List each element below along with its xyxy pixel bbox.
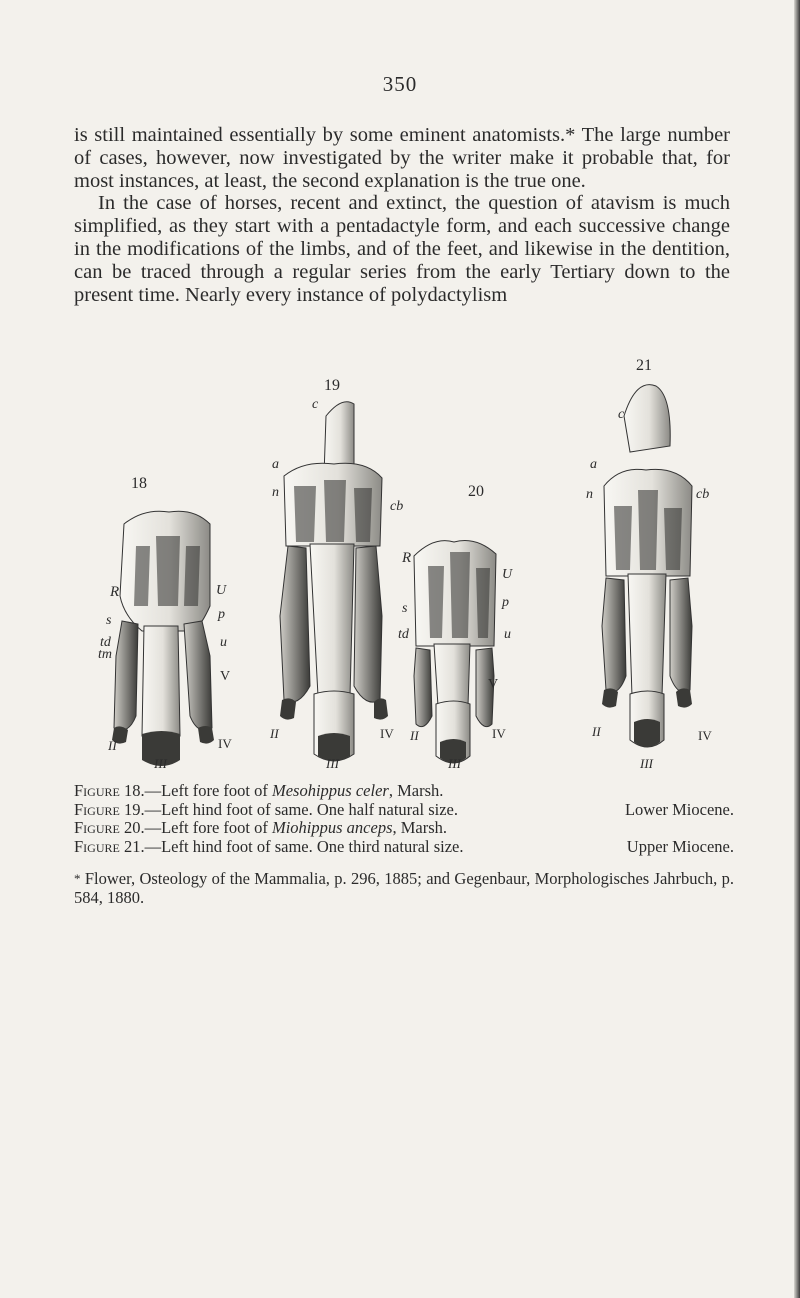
fig20-label-r: R bbox=[402, 550, 412, 566]
fig19-number: 19 bbox=[324, 377, 340, 394]
figure-illustration bbox=[84, 356, 744, 774]
fig20-label-v: V bbox=[488, 677, 499, 692]
fig20-digit-iii: III bbox=[448, 756, 461, 771]
body-text bbox=[74, 124, 730, 306]
fig21-label-a: a bbox=[590, 457, 597, 472]
caption-note: Lower Miocene. bbox=[624, 799, 734, 819]
caption-note: Upper Miocene. bbox=[626, 836, 734, 856]
caption-species: Mesohippus celer bbox=[271, 781, 389, 800]
fig20-label-td: td bbox=[398, 627, 409, 642]
caption-number: 21. bbox=[123, 836, 145, 856]
caption-authority: , Marsh. bbox=[392, 818, 448, 837]
fig20-digit-ii: II bbox=[410, 728, 419, 743]
fig21-number: 21 bbox=[636, 357, 652, 374]
fig19-label-n: n bbox=[272, 485, 279, 500]
fig18-label-tm: tm bbox=[98, 647, 112, 662]
figure-captions bbox=[74, 782, 734, 856]
fig18-number: 18 bbox=[131, 475, 147, 492]
fig20-label-u-cap: U bbox=[502, 567, 513, 582]
page-edge bbox=[794, 0, 800, 1298]
fig18-label-v: V bbox=[220, 669, 231, 684]
footnote bbox=[74, 869, 734, 907]
caption-text: —Left fore foot of bbox=[144, 818, 272, 837]
fig20-label-u: u bbox=[504, 627, 511, 642]
fig19-label-a: a bbox=[272, 457, 279, 472]
fig19-digit-iv: IV bbox=[380, 726, 394, 741]
fig20-label-p: p bbox=[502, 595, 509, 610]
fig19-digit-ii: II bbox=[270, 726, 279, 741]
caption-fig21 bbox=[74, 838, 734, 857]
caption-text: —Left fore foot of bbox=[144, 781, 272, 800]
fig20-drawing bbox=[398, 483, 513, 771]
caption-text: —Left hind foot of same. One third natural size. bbox=[144, 836, 464, 856]
fig21-digit-iv: IV bbox=[698, 728, 712, 743]
fig19-drawing bbox=[269, 377, 403, 771]
fig21-drawing bbox=[586, 357, 712, 771]
caption-label: Figure bbox=[74, 799, 120, 819]
caption-fig19 bbox=[74, 801, 734, 820]
paragraph-1: is still maintained essentially by some eminent anatomists.* The large number of cases, however, now investigated by the writer make it probable that, for most instances, at least, the second explanation is the true one. bbox=[74, 124, 730, 192]
page-number: 350 bbox=[382, 72, 418, 96]
caption-label: Figure bbox=[74, 836, 120, 856]
footnote-marker: * bbox=[74, 871, 81, 886]
fig19-label-c: c bbox=[312, 397, 319, 412]
fig18-label-u-cap: U bbox=[216, 583, 227, 598]
caption-fig18 bbox=[74, 782, 734, 801]
footnote-text: Flower, Osteology of the Mammalia, p. 296, 1885; and Gegenbaur, Morphologisches Jahrbuch, p. 584, 1880. bbox=[74, 869, 735, 907]
paragraph-2: In the case of horses, recent and extinct, the question of atavism is much simplified, as they start with a pentadactyle form, and each successive change in the modifications of the limbs, and of the feet, and likewise in the dentition, can be traced through a regular series from the early Tertiary down to the present time. Nearly every instance of polydactylism bbox=[74, 192, 730, 306]
fig18-digit-ii: II bbox=[108, 738, 117, 753]
fig19-digit-iii: III bbox=[326, 756, 339, 771]
fig19-label-cb: cb bbox=[390, 499, 404, 514]
caption-number: 19. bbox=[123, 799, 145, 819]
fig21-digit-iii: III bbox=[640, 756, 653, 771]
fig18-label-p: p bbox=[218, 607, 225, 622]
caption-fig20 bbox=[74, 819, 734, 838]
caption-number: 20. bbox=[123, 818, 145, 837]
fig18-drawing bbox=[98, 475, 232, 771]
fig21-label-n: n bbox=[586, 487, 593, 502]
fig18-label-td: td bbox=[100, 635, 111, 650]
caption-label: Figure bbox=[74, 818, 120, 837]
fig20-digit-iv: IV bbox=[492, 726, 506, 741]
fig20-label-s: s bbox=[402, 601, 408, 616]
fig21-label-cb: cb bbox=[696, 487, 710, 502]
caption-text: —Left hind foot of same. One half natural size. bbox=[144, 799, 458, 819]
fig21-label-c: c bbox=[618, 407, 625, 422]
fig18-label-s: s bbox=[106, 613, 112, 628]
fig21-digit-ii: II bbox=[592, 724, 601, 739]
fig18-label-r: R bbox=[110, 584, 120, 600]
fig20-number: 20 bbox=[468, 483, 484, 500]
fig18-digit-iv: IV bbox=[218, 736, 232, 751]
caption-species: Miohippus anceps bbox=[271, 818, 393, 837]
figure-plate bbox=[84, 356, 744, 774]
caption-authority: , Marsh. bbox=[388, 781, 444, 800]
caption-number: 18. bbox=[123, 781, 145, 800]
caption-label: Figure bbox=[74, 781, 120, 800]
fig18-digit-iii: III bbox=[154, 756, 167, 771]
fig18-label-u: u bbox=[220, 635, 227, 650]
